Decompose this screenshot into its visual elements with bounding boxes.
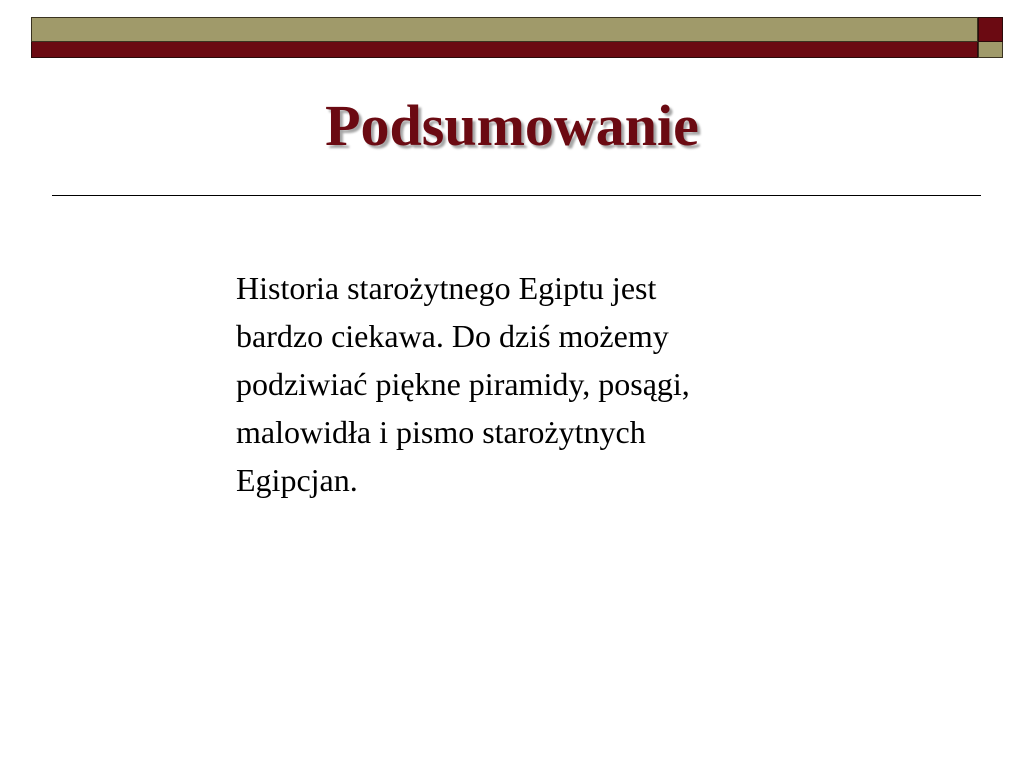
body-line: bardzo ciekawa. Do dziś możemy [236, 318, 669, 354]
slide-body-text [236, 264, 816, 504]
header-band-olive [31, 17, 978, 42]
body-line: malowidła i pismo starożytnych [236, 414, 646, 450]
slide-title: Podsumowanie [325, 93, 699, 158]
body-line: Egipcjan. [236, 462, 358, 498]
header-corner-maroon [978, 17, 1003, 42]
title-divider [52, 195, 981, 196]
header-band-maroon [31, 42, 978, 58]
body-line: podziwiać piękne piramidy, posągi, [236, 366, 690, 402]
body-line: Historia starożytnego Egiptu jest [236, 270, 657, 306]
header-corner-olive [978, 42, 1003, 58]
